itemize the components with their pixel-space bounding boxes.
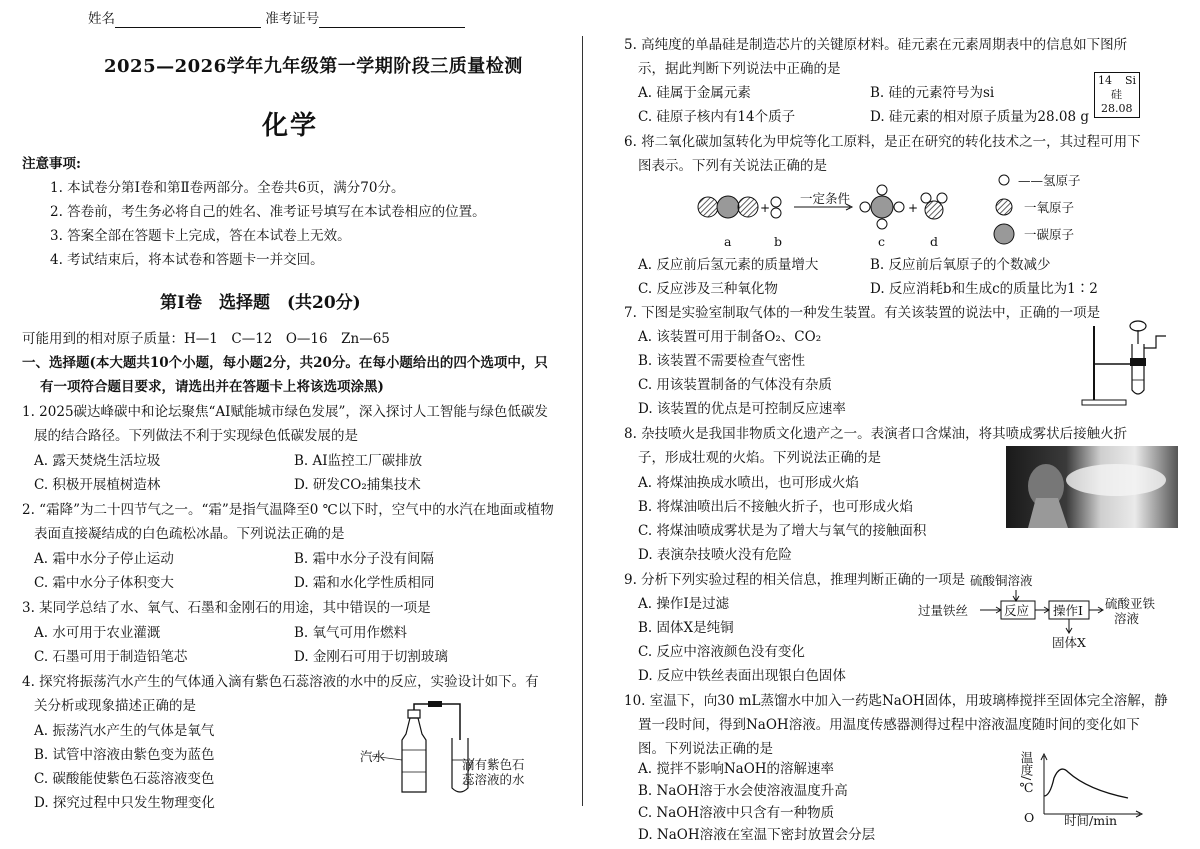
q3-stem: 3. 某同学总结了水、氧气、石墨和金刚石的用途，其中错误的一项是: [22, 600, 431, 616]
q5-option-c: C. 硅原子核内有14个质子: [638, 109, 796, 125]
q8-stem-cont: 子，形成壮观的火焰。下列说法正确的是: [638, 450, 881, 466]
q7-option-b: B. 该装置不需要检查气密性: [638, 353, 806, 369]
legend-carbon: 一碳原子: [1024, 227, 1075, 242]
note-item: 3. 答案全部在答题卡上完成，答在本试卷上无效。: [50, 228, 351, 244]
q1-stem: 1. 2025碳达峰碳中和论坛聚焦“AI赋能城市绿色发展”，深入探讨人工智能与绿色低碳发: [22, 404, 548, 420]
q8-option-c: C. 将煤油喷成雾状是为了增大与氧气的接触面积: [638, 523, 927, 539]
q5-stem-cont: 示，据此判断下列说法中正确的是: [638, 61, 841, 77]
q3-option-b: B. 氧气可用作燃料: [294, 625, 408, 641]
q6-stem-cont: 图表示。下列有关说法正确的是: [638, 158, 827, 174]
cell-name: 硅: [1111, 88, 1122, 101]
q9-fig-right-cont: 溶液: [1114, 611, 1140, 626]
legend-hydrogen: ——氢原子: [1018, 173, 1081, 188]
name-blank: [115, 13, 261, 28]
periodic-table-cell: [1094, 72, 1140, 118]
id-label: 准考证号: [265, 11, 320, 27]
q9-fig-bottom: 固体X: [1052, 635, 1086, 650]
q10-stem-cont2: 图。下列说法正确的是: [638, 741, 773, 757]
performer-silhouette: [1006, 446, 1178, 528]
q9-option-c: C. 反应中溶液颜色没有变化: [638, 644, 805, 660]
svg-text:+: +: [908, 201, 919, 215]
column-divider: [582, 36, 583, 806]
q4-option-b: B. 试管中溶液由紫色变为蓝色: [34, 747, 215, 763]
q2-option-b: B. 霜中水分子没有间隔: [294, 551, 435, 567]
q9-stem: 9. 分析下列实验过程的相关信息，推理判断正确的一项是: [624, 572, 966, 588]
q10-stem: 10. 室温下，向30 mL蒸馏水中加入一药匙NaOH固体，用玻璃棒搅拌至固体完全溶解，静: [624, 693, 1168, 709]
q1-option-c: C. 积极开展植树造林: [34, 477, 161, 493]
q8-fire-breathing-photo: [1006, 446, 1178, 528]
q1-option-d: D. 研发CO₂捕集技术: [294, 477, 421, 493]
q9-fig-left: 过量铁丝: [918, 603, 969, 618]
atomic-mass-line: 可能用到的相对原子质量：H—1 C—12 O—16 Zn—65: [22, 331, 390, 347]
q1-option-b: B. AI监控工厂碳排放: [294, 453, 423, 469]
q10-option-b: B. NaOH溶于水会使溶液温度升高: [638, 783, 848, 799]
section-title: 第Ⅰ卷 选择题 (共20分): [160, 293, 361, 313]
q6-option-a: A. 反应前后氢元素的质量增大: [638, 257, 819, 273]
q6-option-b: B. 反应前后氧原子的个数减少: [870, 257, 1051, 273]
q8-option-a: A. 将煤油换成水喷出，也可形成火焰: [638, 475, 859, 491]
q10-x-label: 时间/min: [1064, 813, 1118, 828]
q4-stem: 4. 探究将振荡汽水产生的气体通入滴有紫色石蕊溶液的水中的反应，实验设计如下。有: [22, 674, 539, 690]
cell-atomic-number: 14: [1098, 74, 1112, 87]
q6-condition: 一定条件: [800, 191, 851, 206]
q2-option-d: D. 霜和水化学性质相同: [294, 575, 435, 591]
q10-option-d: D. NaOH溶液在室温下密封放置会分层: [638, 827, 876, 843]
q2-option-c: C. 霜中水分子体积变大: [34, 575, 174, 591]
q7-option-c: C. 用该装置制备的气体没有杂质: [638, 377, 832, 393]
q6-label-a: a: [724, 234, 732, 249]
q9-fig-box-operation: 操作Ⅰ: [1053, 603, 1083, 618]
q5-stem: 5. 高纯度的单晶硅是制造芯片的关键原材料。硅元素在元素周期表中的信息如下图所: [624, 37, 1128, 53]
q4-fig-soda-label: 汽水: [360, 749, 386, 764]
q6-label-d: d: [930, 234, 939, 249]
q10-option-c: C. NaOH溶液中只含有一种物质: [638, 805, 835, 821]
q2-option-a: A. 霜中水分子停止运动: [34, 551, 174, 567]
q3-option-d: D. 金刚石可用于切割玻璃: [294, 649, 448, 665]
q7-option-a: A. 该装置可用于制备O₂、CO₂: [638, 329, 822, 345]
q4-fig-tube-label-cont: 蕊溶液的水: [462, 772, 525, 787]
q8-stem: 8. 杂技喷火是我国非物质文化遗产之一。表演者口含煤油，将其喷成雾状后接触火折: [624, 426, 1128, 442]
section-instruction: 一、选择题(本大题共10个小题，每小题2分，共20分。在每小题给出的四个选项中，只: [22, 355, 548, 371]
cell-symbol: Si: [1124, 74, 1136, 87]
q6-label-b: b: [774, 234, 783, 249]
q4-option-d: D. 探究过程中只发生物理变化: [34, 795, 215, 811]
q9-option-d: D. 反应中铁丝表面出现银白色固体: [638, 668, 846, 684]
q10-option-a: A. 搅拌不影响NaOH的溶解速率: [638, 761, 835, 777]
q9-fig-right: 硫酸亚铁: [1105, 596, 1156, 611]
q4-option-a: A. 振荡汽水产生的气体是氧气: [34, 723, 215, 739]
q1-option-a: A. 露天焚烧生活垃圾: [34, 453, 161, 469]
q10-y-label: 温度/℃: [1019, 751, 1034, 796]
q5-option-a: A. 硅属于金属元素: [638, 85, 751, 101]
note-item: 4. 考试结束后，将本试卷和答题卡一并交回。: [50, 252, 324, 268]
subject-title: 化学: [262, 111, 319, 141]
q8-option-d: D. 表演杂技喷火没有危险: [638, 547, 792, 563]
q9-option-b: B. 固体X是纯铜: [638, 620, 734, 636]
notes-heading: 注意事项:: [22, 156, 81, 172]
exam-title: 2025—2026学年九年级第一学期阶段三质量检测: [104, 56, 523, 77]
q10-stem-cont: 置一段时间，得到NaOH溶液。用温度传感器测得过程中溶液温度随时间的变化如下: [638, 717, 1140, 733]
q5-option-d: D. 硅元素的相对原子质量为28.08 g: [870, 109, 1090, 125]
legend-oxygen: 一氧原子: [1024, 200, 1075, 215]
q4-fig-tube-label: 滴有紫色石: [462, 757, 525, 772]
q7-apparatus-figure: [1080, 318, 1170, 408]
q6-label-c: c: [878, 234, 886, 249]
name-field: [88, 10, 465, 28]
q7-stem: 7. 下图是实验室制取气体的一种发生装置。有关该装置的说法中，正确的一项是: [624, 305, 1101, 321]
cell-mass: 28.08: [1101, 102, 1133, 115]
q2-stem-cont: 表面直接凝结成的白色疏松冰晶。下列说法正确的是: [34, 526, 345, 542]
note-item: 1. 本试卷分第Ⅰ卷和第Ⅱ卷两部分。全卷共6页，满分70分。: [50, 180, 405, 196]
q4-stem-cont: 关分析或现象描述正确的是: [34, 698, 196, 714]
q7-option-d: D. 该装置的优点是可控制反应速率: [638, 401, 846, 417]
section-instruction-cont: 有一项符合题目要求，请选出并在答题卡上将该选项涂黑): [40, 379, 384, 395]
q6-option-d: D. 反应消耗b和生成c的质量比为1∶2: [870, 281, 1098, 297]
q9-fig-top: 硫酸铜溶液: [970, 573, 1033, 588]
q6-stem: 6. 将二氧化碳加氢转化为甲烷等化工原料，是正在研究的转化技术之一，其过程可用下: [624, 134, 1141, 150]
q6-option-c: C. 反应涉及三种氧化物: [638, 281, 778, 297]
q5-option-b: B. 硅的元素符号为si: [870, 85, 995, 101]
q4-option-c: C. 碳酸能使紫色石蕊溶液变色: [34, 771, 215, 787]
q1-stem-cont: 展的结合路径。下列做法不利于实现绿色低碳发展的是: [34, 428, 358, 444]
q10-origin: O: [1024, 810, 1035, 825]
q9-fig-box-reaction: 反应: [1004, 603, 1030, 618]
id-blank: [319, 13, 465, 28]
q9-option-a: A. 操作Ⅰ是过滤: [638, 596, 730, 612]
q2-stem: 2. “霜降”为二十四节气之一。“霜”是指气温降至0 ℃以下时，空气中的水汽在地面或植物: [22, 502, 554, 518]
svg-text:+: +: [760, 201, 771, 215]
q3-option-c: C. 石墨可用于制造铅笔芯: [34, 649, 188, 665]
name-label: 姓名: [88, 11, 115, 27]
q3-option-a: A. 水可用于农业灌溉: [34, 625, 161, 641]
q8-option-b: B. 将煤油喷出后不接触火折子，也可形成火焰: [638, 499, 914, 515]
note-item: 2. 答卷前，考生务必将自己的姓名、准考证号填写在本试卷相应的位置。: [50, 204, 486, 220]
